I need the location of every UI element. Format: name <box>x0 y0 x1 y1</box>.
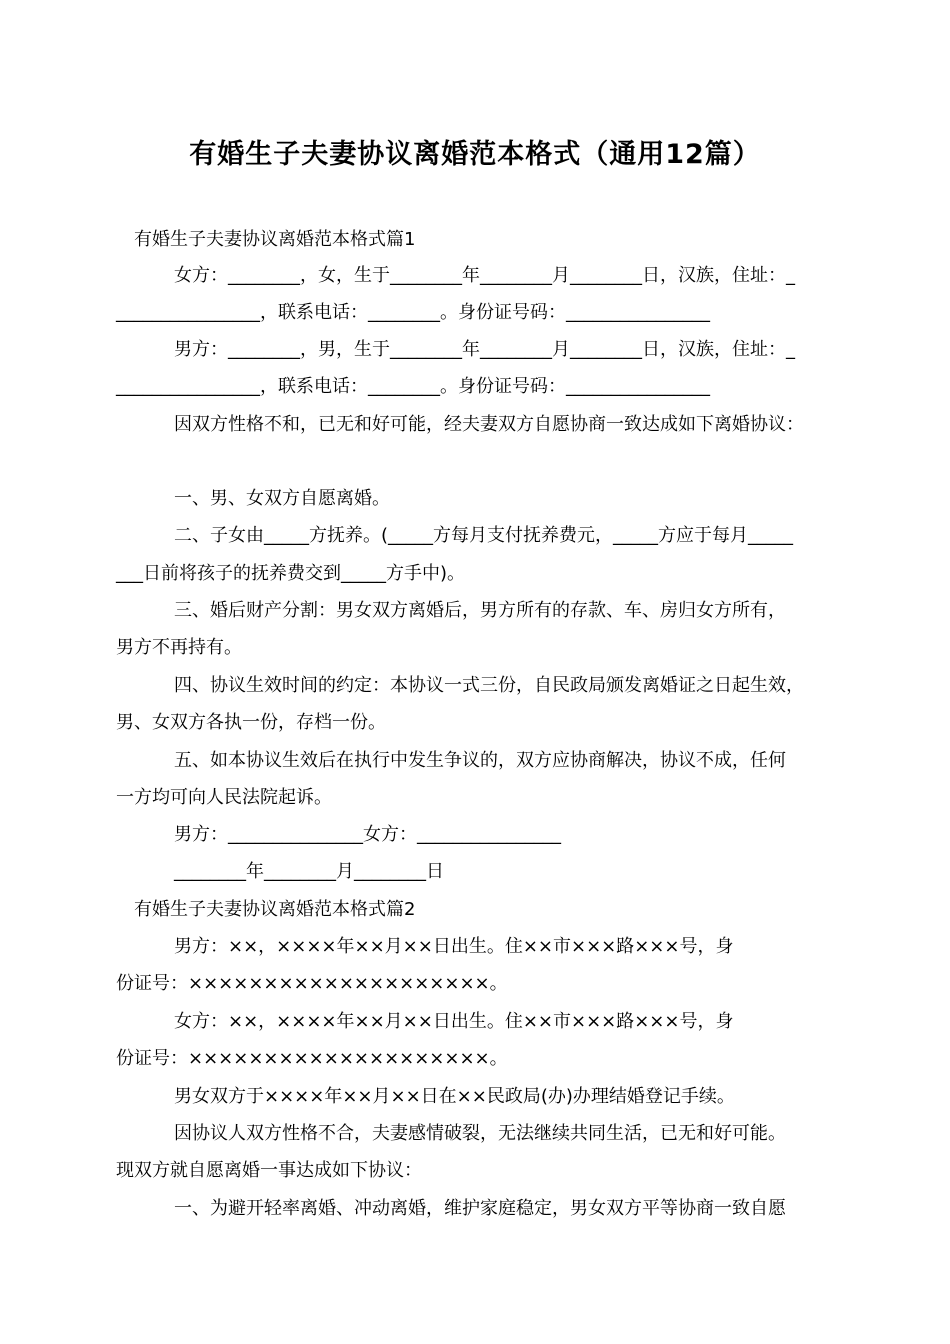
section-heading: 有婚生子夫妻协议离婚范本格式篇2 <box>134 899 416 920</box>
paragraph-line: 女方：××，××××年××月××日出生。住××市×××路×××号，身 <box>174 1011 734 1032</box>
date-line: ________年________月________日 <box>174 861 444 882</box>
paragraph-line: ________________，联系电话：________。身份证号码：________________ <box>116 302 710 323</box>
paragraph-line: 男女双方于××××年××月××日在××民政局(办)办理结婚登记手续。 <box>174 1086 735 1107</box>
paragraph-line: ___日前将孩子的抚养费交到_____方手中)。 <box>116 563 466 584</box>
paragraph-line: 现双方就自愿离婚一事达成如下协议： <box>116 1160 422 1181</box>
paragraph-line: 男、女双方各执一份，存档一份。 <box>116 712 386 733</box>
paragraph-line: 一、男、女双方自愿离婚。 <box>174 488 390 509</box>
paragraph-line: 因双方性格不和，已无和好可能，经夫妻双方自愿协商一致达成如下离婚协议： <box>174 414 804 435</box>
paragraph-line: 男方：________，男，生于________年________月________日，汉族，住址：_ <box>174 339 795 360</box>
paragraph-line: 女方：________，女，生于________年________月________日，汉族，住址：_ <box>174 265 795 286</box>
paragraph-line: 份证号：××××××××××××××××××××。 <box>116 1048 508 1069</box>
paragraph-line: 四、协议生效时间的约定：本协议一式三份，自民政局颁发离婚证之日起生效， <box>174 675 804 696</box>
paragraph-line: 男方：××，××××年××月××日出生。住××市×××路×××号，身 <box>174 936 734 957</box>
paragraph-line: 男方不再持有。 <box>116 637 242 658</box>
paragraph-line: 一方均可向人民法院起诉。 <box>116 787 332 808</box>
paragraph-line: 五、如本协议生效后在执行中发生争议的，双方应协商解决，协议不成，任何 <box>174 750 786 771</box>
paragraph-line: 三、婚后财产分割：男女双方离婚后，男方所有的存款、车、房归女方所有， <box>174 600 786 621</box>
paragraph-line: 一、为避开轻率离婚、冲动离婚，维护家庭稳定，男女双方平等协商一致自愿 <box>174 1198 786 1219</box>
signature-line: 男方：_______________女方：________________ <box>174 824 561 845</box>
paragraph-line: ________________，联系电话：________。身份证号码：________________ <box>116 376 710 397</box>
section-heading: 有婚生子夫妻协议离婚范本格式篇1 <box>134 229 416 250</box>
paragraph-line: 份证号：××××××××××××××××××××。 <box>116 973 508 994</box>
document-title: 有婚生子夫妻协议离婚范本格式（通用12篇） <box>189 139 761 170</box>
paragraph-line: 因协议人双方性格不合，夫妻感情破裂，无法继续共同生活，已无和好可能。 <box>174 1123 786 1144</box>
paragraph-line: 二、子女由_____方抚养。(_____方每月支付抚养费元，_____方应于每月_____ <box>174 525 794 546</box>
